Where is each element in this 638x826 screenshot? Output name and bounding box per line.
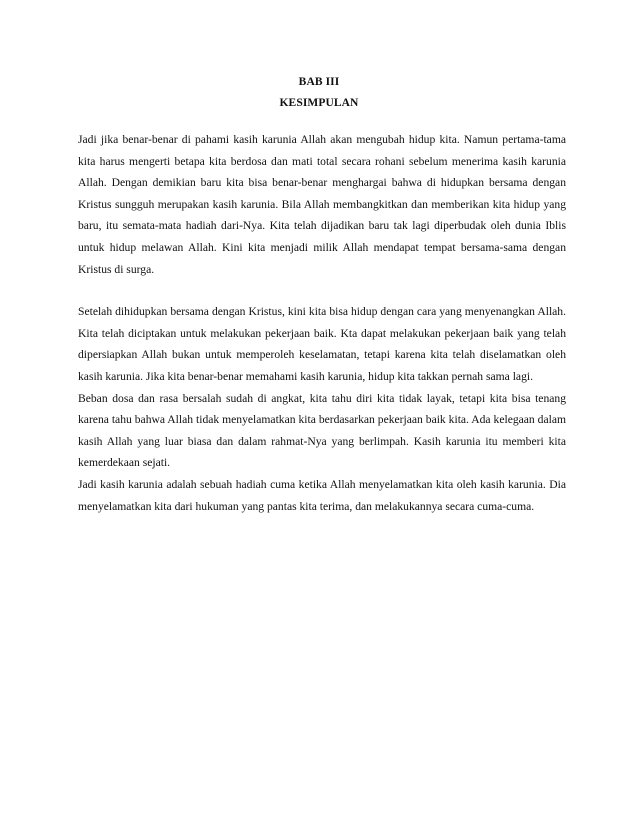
paragraph-4: Jadi kasih karunia adalah sebuah hadiah cuma ketika Allah menyelamatkan kita oleh kasih karunia. Dia menyelamatkan kita dari hukuman yang pantas kita terima, dan melakukannya secara cuma-cuma. bbox=[78, 477, 566, 513]
paragraph-3: Beban dosa dan rasa bersalah sudah di angkat, kita tahu diri kita tidak layak, tetapi kita bisa tenang karena tahu bahwa Allah tidak menyelamatkan kita berdasarkan pekerjaan baik kita. Ada kelegaan dalam kasih Allah yang luar biasa dan dalam rahmat-Nya yang berlimpah. Kasih karunia itu memberi kita kemerdekaan sejati. bbox=[78, 391, 566, 470]
document-body bbox=[78, 129, 566, 517]
paragraph-2: Setelah dihidupkan bersama dengan Kristus, kini kita bisa hidup dengan cara yang menyenangkan Allah. Kita telah diciptakan untuk melakukan pekerjaan baik. Kta dapat melakukan pekerjaan baik yang telah dipersiapkan Allah bukan untuk memperoleh keselamatan, tetapi karena kita telah diselamatkan oleh kasih karunia. Jika kita benar-benar memahami kasih karunia, hidup kita takkan pernah sama lagi. bbox=[78, 305, 566, 383]
chapter-title: KESIMPULAN bbox=[279, 97, 359, 109]
paragraph-1: Jadi jika benar-benar di pahami kasih karunia Allah akan mengubah hidup kita. Namun pertama-tama kita harus mengerti betapa kita berdosa dan mati total secara rohani sebelum menerima kasih karunia Allah. Dengan demikian baru kita bisa benar-benar menghargai bahwa di hidupkan bersama dengan Kristus sungguh merupakan kasih karunia. Bila Allah membangkitkan dan memberikan kita hidup yang baru, itu semata-mata hadiah dari-Nya. Kita telah dijadikan baru tak lagi diperbudak oleh dunia Iblis untuk hidup melawan Allah. Kini kita menjadi milik Allah mendapat tempat bersama-sama dengan Kristus di surga. bbox=[78, 133, 566, 276]
chapter-heading: BAB III bbox=[298, 76, 340, 88]
